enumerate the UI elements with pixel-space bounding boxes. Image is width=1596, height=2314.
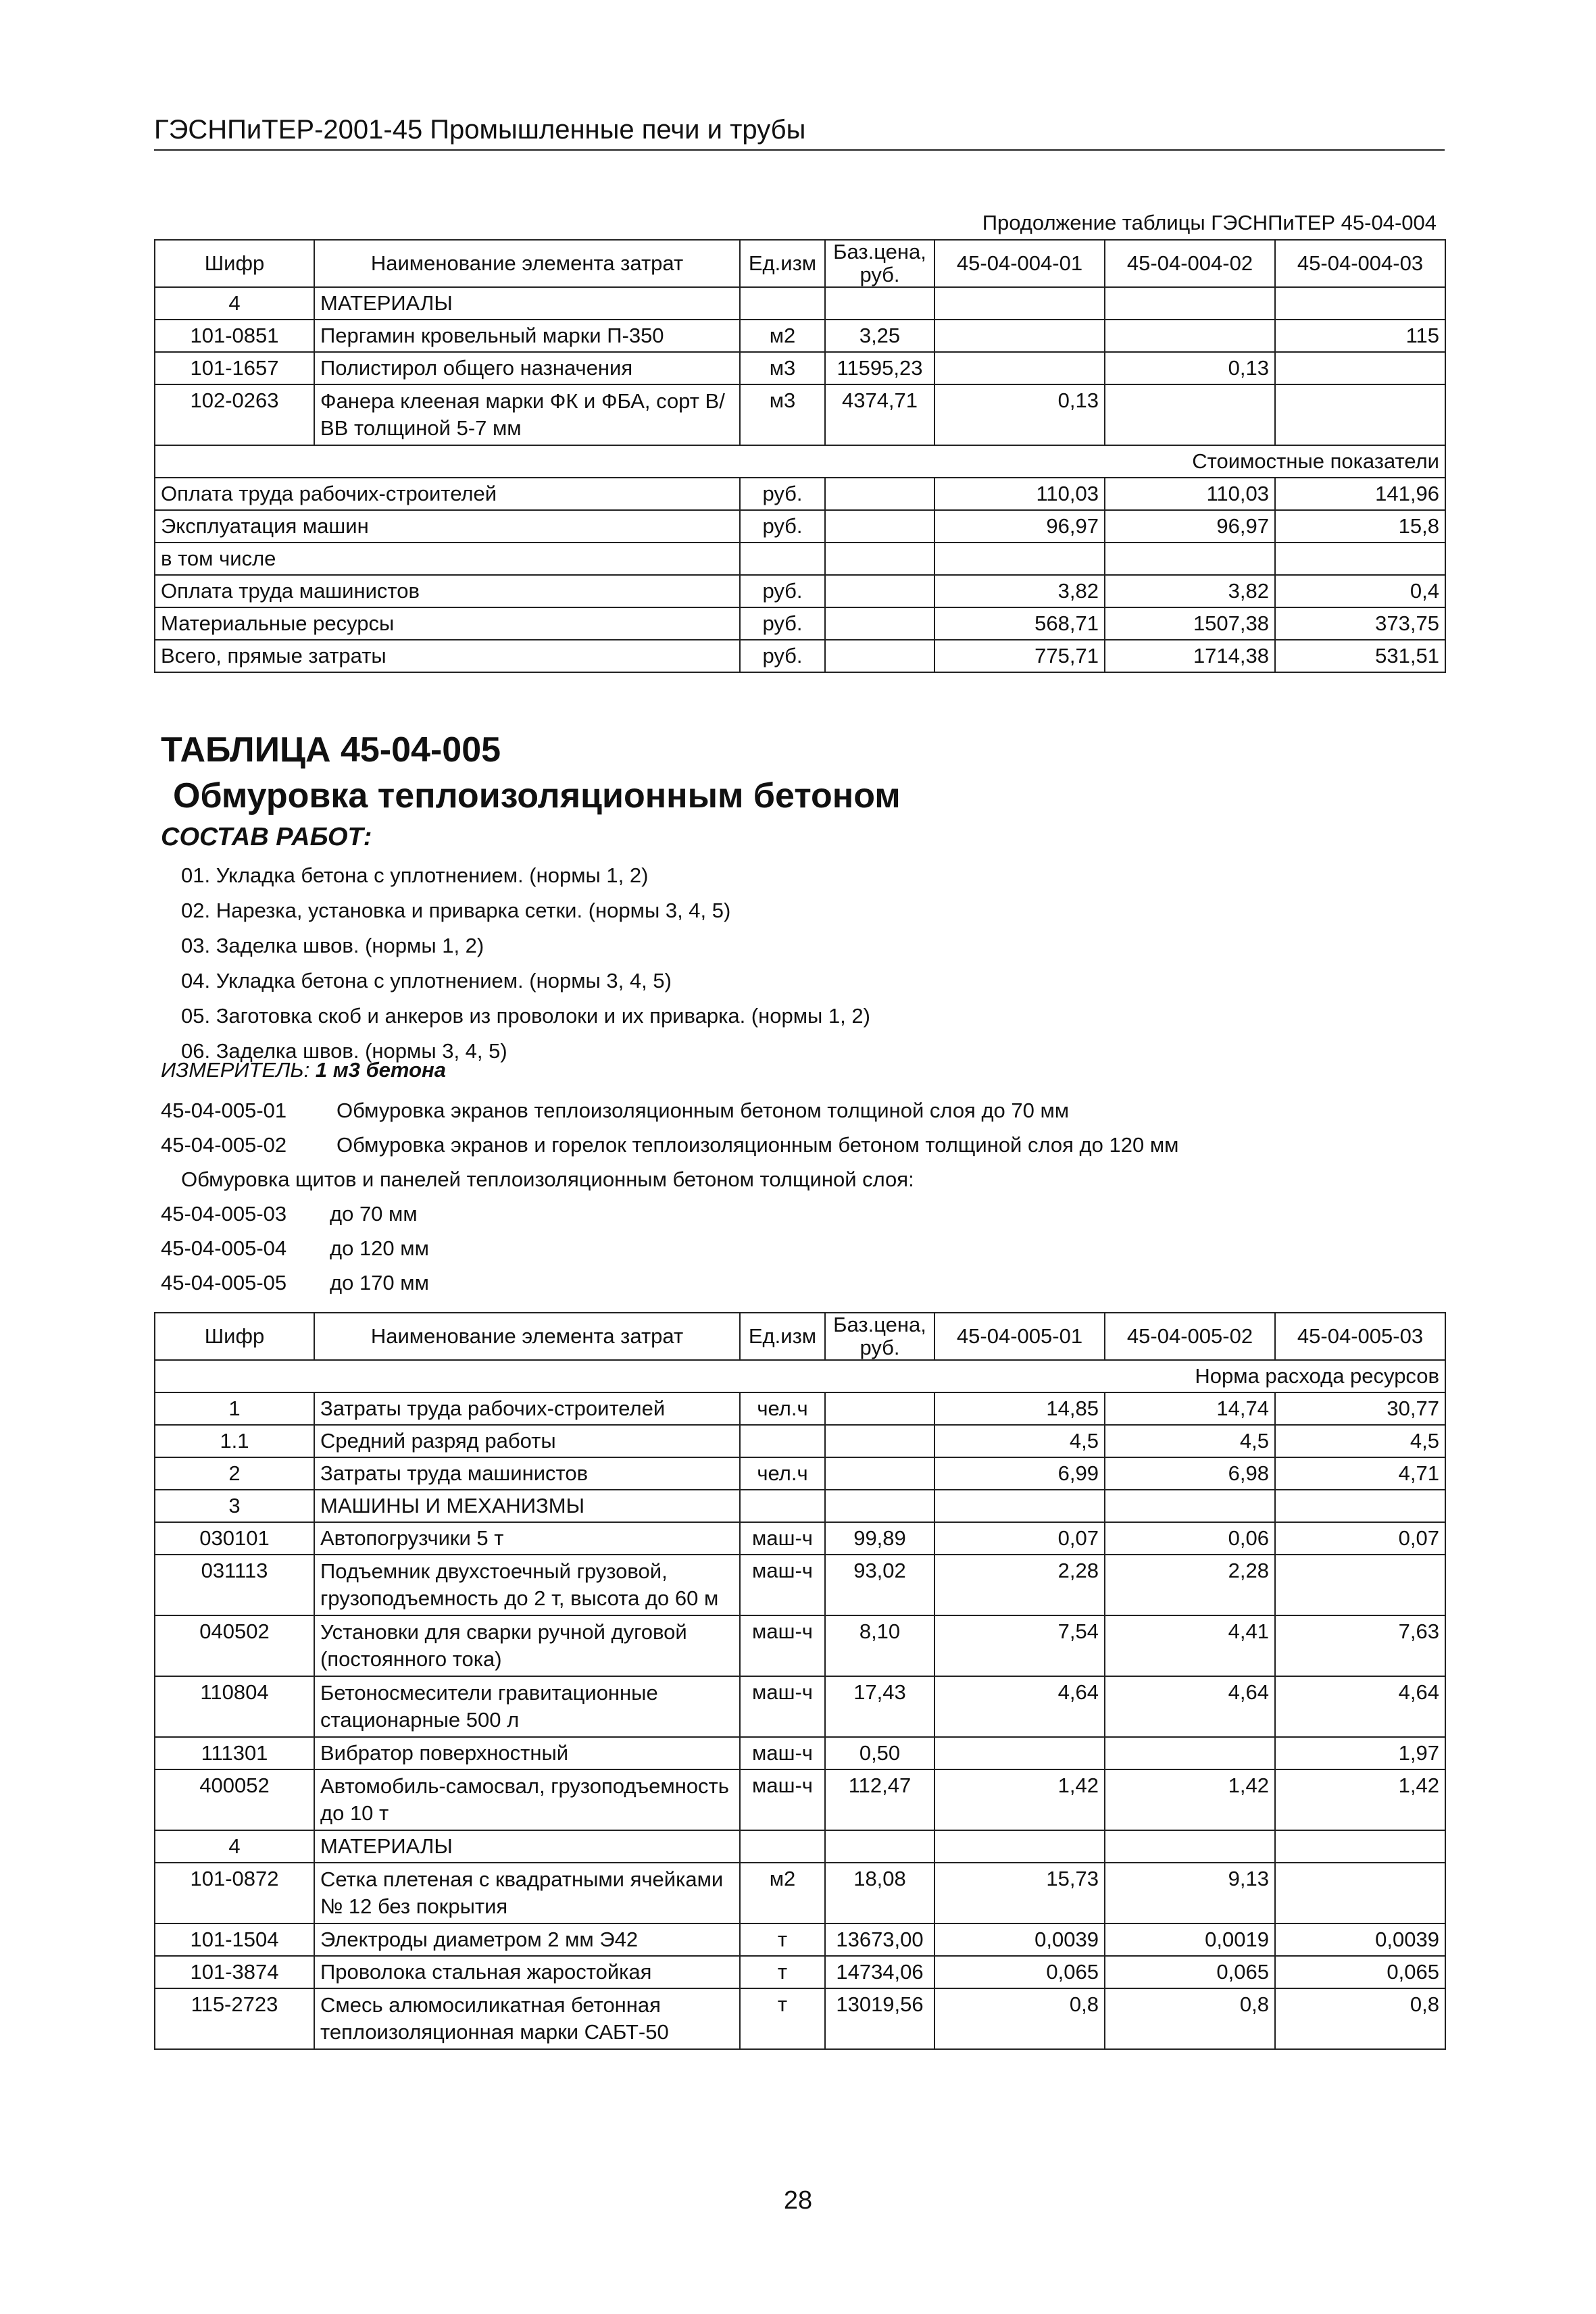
value-cell: 4,5: [1275, 1425, 1445, 1457]
work-item: 01. Укладка бетона с уплотнением. (нормы 1, 2): [181, 863, 649, 887]
code-cell: 102-0263: [155, 384, 314, 445]
value-cell: 4,71: [1275, 1457, 1445, 1490]
empty-cell: [1275, 1830, 1445, 1863]
code-cell: 101-1657: [155, 352, 314, 384]
value-cell: 0,07: [934, 1522, 1105, 1555]
value-cell: 4,64: [1275, 1676, 1445, 1737]
norm-item: [161, 1128, 1178, 1162]
unit-cell: руб.: [740, 510, 825, 543]
col-header: Баз.цена, руб.: [825, 1313, 934, 1360]
col-header: Наименование элемента затрат: [314, 240, 740, 287]
value-cell: 0,06: [1105, 1522, 1275, 1555]
value-cell: 4,41: [1105, 1615, 1275, 1676]
price-cell: 3,25: [825, 320, 934, 352]
table-row: [155, 1923, 1445, 1956]
section-number: 4: [155, 1830, 314, 1863]
value-cell: 15,73: [934, 1863, 1105, 1923]
value-cell: 6,99: [934, 1457, 1105, 1490]
name-cell: Пергамин кровельный марки П-350: [314, 320, 740, 352]
col-header: Шифр: [155, 1313, 314, 1360]
empty-cell: [1275, 287, 1445, 320]
total-name: в том числе: [155, 543, 740, 575]
code-cell: 101-1504: [155, 1923, 314, 1956]
value-cell: 775,71: [934, 640, 1105, 672]
table-header-row: [155, 1313, 1445, 1360]
value-cell: 0,13: [1105, 352, 1275, 384]
norm-text: до 170 мм: [330, 1271, 429, 1294]
value-cell: 96,97: [934, 510, 1105, 543]
value-cell: 0,065: [934, 1956, 1105, 1988]
empty-cell: [825, 1490, 934, 1522]
empty-cell: [825, 510, 934, 543]
value-cell: 4,64: [1105, 1676, 1275, 1737]
empty-cell: [825, 287, 934, 320]
unit-cell: чел.ч: [740, 1392, 825, 1425]
code-cell: 2: [155, 1457, 314, 1490]
cost-table-45-04-004: [154, 239, 1446, 673]
measure-value: 1 м3 бетона: [315, 1058, 446, 1082]
empty-cell: [825, 575, 934, 607]
empty-cell: [825, 640, 934, 672]
empty-cell: [740, 287, 825, 320]
price-cell: 0,50: [825, 1737, 934, 1769]
page-header: ГЭСНПиТЕР-2001-45 Промышленные печи и трубы: [154, 115, 1445, 151]
value-cell: [1275, 352, 1445, 384]
value-cell: 0,0039: [934, 1923, 1105, 1956]
value-cell: [1275, 1863, 1445, 1923]
empty-cell: [934, 1490, 1105, 1522]
unit-cell: маш-ч: [740, 1615, 825, 1676]
empty-cell: [1105, 1490, 1275, 1522]
total-row: [155, 575, 1445, 607]
name-cell: Затраты труда рабочих-строителей: [314, 1392, 740, 1425]
name-cell: Средний разряд работы: [314, 1425, 740, 1457]
empty-cell: [740, 1490, 825, 1522]
table-row: [155, 352, 1445, 384]
value-cell: [1105, 320, 1275, 352]
col-header: 45-04-005-02: [1105, 1313, 1275, 1360]
unit-cell: маш-ч: [740, 1676, 825, 1737]
value-cell: 0,8: [934, 1988, 1105, 2049]
value-cell: [934, 1737, 1105, 1769]
total-name: Оплата труда машинистов: [155, 575, 740, 607]
work-item: 04. Укладка бетона с уплотнением. (нормы 3, 4, 5): [181, 969, 672, 992]
code-cell: 101-0851: [155, 320, 314, 352]
code-cell: 400052: [155, 1769, 314, 1830]
value-cell: 0,065: [1105, 1956, 1275, 1988]
norm-item: [161, 1093, 1178, 1128]
value-cell: 6,98: [1105, 1457, 1275, 1490]
price-cell: [825, 1457, 934, 1490]
value-cell: 0,8: [1275, 1988, 1445, 2049]
value-cell: 0,8: [1105, 1988, 1275, 2049]
unit-cell: руб.: [740, 478, 825, 510]
norm-code: 45-04-005-03: [161, 1202, 287, 1226]
value-cell: [1275, 1555, 1445, 1615]
value-cell: [934, 352, 1105, 384]
name-cell: Смесь алюмосиликатная бетонная теплоизоляционная марки САБТ-50: [314, 1988, 740, 2049]
empty-cell: [934, 287, 1105, 320]
col-header: Наименование элемента затрат: [314, 1313, 740, 1360]
empty-cell: [825, 478, 934, 510]
empty-cell: [825, 543, 934, 575]
table-row: [155, 1522, 1445, 1555]
value-cell: 1507,38: [1105, 607, 1275, 640]
unit-cell: м2: [740, 320, 825, 352]
name-cell: Вибратор поверхностный: [314, 1737, 740, 1769]
work-item: 03. Заделка швов. (нормы 1, 2): [181, 934, 484, 957]
value-cell: 4,64: [934, 1676, 1105, 1737]
works-title: СОСТАВ РАБОТ:: [161, 823, 372, 851]
price-cell: 17,43: [825, 1676, 934, 1737]
price-cell: 112,47: [825, 1769, 934, 1830]
section-row: [155, 287, 1445, 320]
col-header: 45-04-004-03: [1275, 240, 1445, 287]
value-cell: [1275, 543, 1445, 575]
table-row: [155, 1737, 1445, 1769]
value-cell: 531,51: [1275, 640, 1445, 672]
value-cell: [934, 543, 1105, 575]
unit-cell: м3: [740, 352, 825, 384]
works-list: [181, 858, 870, 1069]
value-cell: 1714,38: [1105, 640, 1275, 672]
value-cell: [1105, 384, 1275, 445]
empty-cell: [1275, 1490, 1445, 1522]
section-label: МАШИНЫ И МЕХАНИЗМЫ: [314, 1490, 740, 1522]
value-cell: 0,07: [1275, 1522, 1445, 1555]
table-row: [155, 1555, 1445, 1615]
norm-code: 45-04-005-02: [161, 1133, 287, 1157]
price-cell: 11595,23: [825, 352, 934, 384]
table-row: [155, 1863, 1445, 1923]
table-row: [155, 1676, 1445, 1737]
price-cell: 14734,06: [825, 1956, 934, 1988]
total-row: [155, 478, 1445, 510]
value-cell: [934, 320, 1105, 352]
section-row: [155, 1490, 1445, 1522]
norm-item: [161, 1231, 1178, 1265]
unit-cell: руб.: [740, 640, 825, 672]
measure-unit: [161, 1058, 446, 1082]
page-number: 28: [783, 2186, 813, 2215]
code-cell: 1: [155, 1392, 314, 1425]
unit-cell: м2: [740, 1863, 825, 1923]
name-cell: Электроды диаметром 2 мм Э42: [314, 1923, 740, 1956]
value-cell: 1,42: [934, 1769, 1105, 1830]
table-row: [155, 1425, 1445, 1457]
empty-cell: [825, 607, 934, 640]
name-cell: Полистирол общего назначения: [314, 352, 740, 384]
unit-cell: м3: [740, 384, 825, 445]
empty-cell: [740, 1830, 825, 1863]
unit-cell: маш-ч: [740, 1555, 825, 1615]
table-header-row: [155, 240, 1445, 287]
col-header: Шифр: [155, 240, 314, 287]
norm-text: до 70 мм: [330, 1202, 418, 1226]
value-cell: 96,97: [1105, 510, 1275, 543]
total-name: Всего, прямые затраты: [155, 640, 740, 672]
norms-intro: Обмуровка щитов и панелей теплоизоляционным бетоном толщиной слоя:: [181, 1167, 914, 1191]
group-label: Норма расхода ресурсов: [155, 1360, 1445, 1392]
value-cell: [1105, 1737, 1275, 1769]
table-row: [155, 1956, 1445, 1988]
norm-text: Обмуровка экранов и горелок теплоизоляционным бетоном толщиной слоя до 120 мм: [336, 1133, 1179, 1157]
col-header: 45-04-004-02: [1105, 240, 1275, 287]
value-cell: 373,75: [1275, 607, 1445, 640]
col-header: Ед.изм: [740, 240, 825, 287]
empty-cell: [1105, 1830, 1275, 1863]
section-label: МАТЕРИАЛЫ: [314, 1830, 740, 1863]
table-row: [155, 1392, 1445, 1425]
table-row: [155, 1615, 1445, 1676]
value-cell: 3,82: [934, 575, 1105, 607]
name-cell: Фанера клееная марки ФК и ФБА, сорт В/ВВ толщиной 5-7 мм: [314, 384, 740, 445]
value-cell: 1,42: [1275, 1769, 1445, 1830]
total-name: Эксплуатация машин: [155, 510, 740, 543]
name-cell: Автопогрузчики 5 т: [314, 1522, 740, 1555]
code-cell: 101-3874: [155, 1956, 314, 1988]
resource-table-45-04-005: [154, 1312, 1446, 2050]
unit-cell: маш-ч: [740, 1522, 825, 1555]
code-cell: 031113: [155, 1555, 314, 1615]
value-cell: 0,13: [934, 384, 1105, 445]
value-cell: 1,97: [1275, 1737, 1445, 1769]
section-label: МАТЕРИАЛЫ: [314, 287, 740, 320]
group-label-row: [155, 445, 1445, 478]
group-label: Стоимостные показатели: [155, 445, 1445, 478]
table-subtitle: Обмуровка теплоизоляционным бетоном: [173, 776, 901, 815]
norm-item: [161, 1197, 1178, 1231]
col-header: Баз.цена, руб.: [825, 240, 934, 287]
total-name: Материальные ресурсы: [155, 607, 740, 640]
norm-code: 45-04-005-05: [161, 1271, 287, 1294]
code-cell: 115-2723: [155, 1988, 314, 2049]
price-cell: 13673,00: [825, 1923, 934, 1956]
norm-code: 45-04-005-04: [161, 1236, 287, 1260]
value-cell: [1275, 384, 1445, 445]
table-row: [155, 320, 1445, 352]
value-cell: 30,77: [1275, 1392, 1445, 1425]
value-cell: 2,28: [934, 1555, 1105, 1615]
col-header: 45-04-005-03: [1275, 1313, 1445, 1360]
section-number: 3: [155, 1490, 314, 1522]
table-row: [155, 1457, 1445, 1490]
col-header: 45-04-004-01: [934, 240, 1105, 287]
section-row: [155, 1830, 1445, 1863]
unit-cell: т: [740, 1956, 825, 1988]
value-cell: 0,0019: [1105, 1923, 1275, 1956]
norm-item: [161, 1265, 1178, 1300]
value-cell: 0,4: [1275, 575, 1445, 607]
value-cell: 1,42: [1105, 1769, 1275, 1830]
unit-cell: руб.: [740, 607, 825, 640]
norm-text: Обмуровка экранов теплоизоляционным бетоном толщиной слоя до 70 мм: [336, 1099, 1070, 1122]
norm-code: 45-04-005-01: [161, 1099, 287, 1122]
price-cell: [825, 1425, 934, 1457]
table-title: ТАБЛИЦА 45-04-005: [161, 730, 501, 770]
price-cell: 18,08: [825, 1863, 934, 1923]
value-cell: 4,5: [1105, 1425, 1275, 1457]
value-cell: 115: [1275, 320, 1445, 352]
work-item: 02. Нарезка, установка и приварка сетки. (нормы 3, 4, 5): [181, 899, 731, 922]
norm-text: до 120 мм: [330, 1236, 429, 1260]
unit-cell: [740, 1425, 825, 1457]
total-row: [155, 510, 1445, 543]
value-cell: [1105, 543, 1275, 575]
name-cell: Затраты труда машинистов: [314, 1457, 740, 1490]
value-cell: 7,63: [1275, 1615, 1445, 1676]
code-cell: 040502: [155, 1615, 314, 1676]
name-cell: Установки для сварки ручной дуговой (постоянного тока): [314, 1615, 740, 1676]
total-row: [155, 543, 1445, 575]
work-item: 05. Заготовка скоб и анкеров из проволоки и их приварка. (нормы 1, 2): [181, 1004, 870, 1028]
total-row: [155, 640, 1445, 672]
name-cell: Автомобиль-самосвал, грузоподъемность до 10 т: [314, 1769, 740, 1830]
value-cell: 14,85: [934, 1392, 1105, 1425]
measure-label: ИЗМЕРИТЕЛЬ:: [161, 1058, 310, 1082]
table-row: [155, 384, 1445, 445]
empty-cell: [825, 1830, 934, 1863]
value-cell: 3,82: [1105, 575, 1275, 607]
price-cell: 4374,71: [825, 384, 934, 445]
unit-cell: маш-ч: [740, 1737, 825, 1769]
value-cell: 2,28: [1105, 1555, 1275, 1615]
total-name: Оплата труда рабочих-строителей: [155, 478, 740, 510]
unit-cell: т: [740, 1988, 825, 2049]
unit-cell: маш-ч: [740, 1769, 825, 1830]
value-cell: 9,13: [1105, 1863, 1275, 1923]
value-cell: 110,03: [1105, 478, 1275, 510]
name-cell: Сетка плетеная с квадратными ячейками № 12 без покрытия: [314, 1863, 740, 1923]
unit-cell: т: [740, 1923, 825, 1956]
empty-cell: [1105, 287, 1275, 320]
work-item: 06. Заделка швов. (нормы 3, 4, 5): [181, 1039, 507, 1063]
value-cell: 7,54: [934, 1615, 1105, 1676]
value-cell: 15,8: [1275, 510, 1445, 543]
value-cell: 141,96: [1275, 478, 1445, 510]
price-cell: 99,89: [825, 1522, 934, 1555]
empty-cell: [934, 1830, 1105, 1863]
value-cell: 110,03: [934, 478, 1105, 510]
price-cell: 13019,56: [825, 1988, 934, 2049]
name-cell: Подъемник двухстоечный грузовой, грузоподъемность до 2 т, высота до 60 м: [314, 1555, 740, 1615]
unit-cell: [740, 543, 825, 575]
value-cell: 0,0039: [1275, 1923, 1445, 1956]
col-header: 45-04-005-01: [934, 1313, 1105, 1360]
code-cell: 030101: [155, 1522, 314, 1555]
price-cell: 8,10: [825, 1615, 934, 1676]
price-cell: [825, 1392, 934, 1425]
code-cell: 1.1: [155, 1425, 314, 1457]
code-cell: 101-0872: [155, 1863, 314, 1923]
table-row: [155, 1769, 1445, 1830]
col-header: Ед.изм: [740, 1313, 825, 1360]
total-row: [155, 607, 1445, 640]
table-row: [155, 1988, 1445, 2049]
code-cell: 111301: [155, 1737, 314, 1769]
price-cell: 93,02: [825, 1555, 934, 1615]
table-continuation-caption: Продолжение таблицы ГЭСНПиТЕР 45-04-004: [982, 211, 1437, 234]
name-cell: Бетоносмесители гравитационные стационарные 500 л: [314, 1676, 740, 1737]
value-cell: 0,065: [1275, 1956, 1445, 1988]
code-cell: 110804: [155, 1676, 314, 1737]
norms-list: [161, 1093, 1178, 1300]
unit-cell: чел.ч: [740, 1457, 825, 1490]
name-cell: Проволока стальная жаростойкая: [314, 1956, 740, 1988]
unit-cell: руб.: [740, 575, 825, 607]
group-label-row: [155, 1360, 1445, 1392]
section-number: 4: [155, 287, 314, 320]
value-cell: 14,74: [1105, 1392, 1275, 1425]
value-cell: 4,5: [934, 1425, 1105, 1457]
value-cell: 568,71: [934, 607, 1105, 640]
